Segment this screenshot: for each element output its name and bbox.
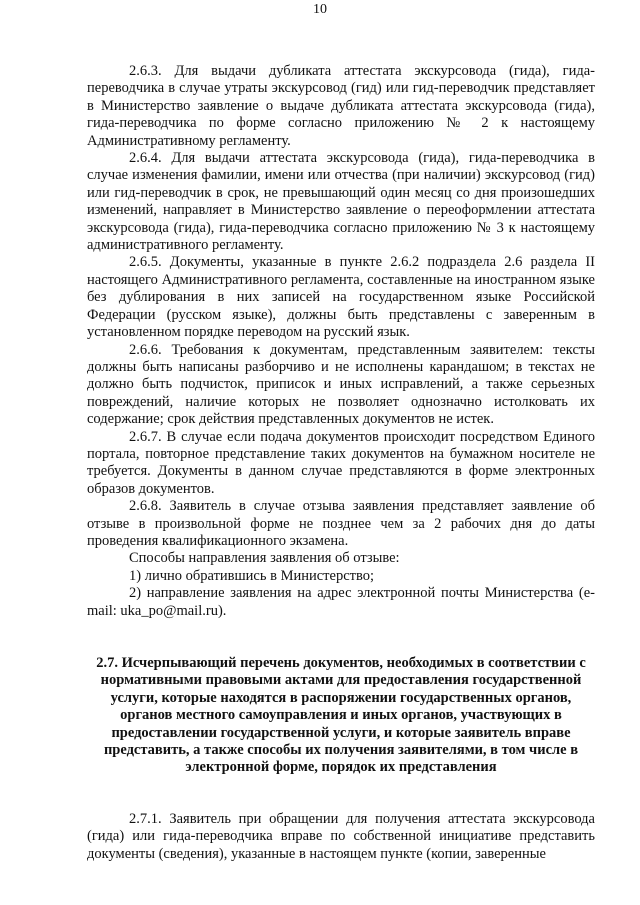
paragraph-2-6-5: 2.6.5. Документы, указанные в пункте 2.6.2 подраздела 2.6 раздела II настоящего Административного регламента, составленные на иностранном языке без дублирования в них записей на государственном языке Российской Федерации (русском языке), должны быть представлены с заверенным в установленном порядке переводом на русский язык.	[87, 254, 595, 341]
section-heading-2-7: 2.7. Исчерпывающий перечень документов, необходимых в соответствии с нормативными правовыми актами для предоставления государственной услуги, которые находятся в распоряжении государственных органов, органов местного самоуправления и иных органов, участвующих в предоставлении государственной услуги, и которые заявитель вправе представить, а также способы их получения заявителями, в том числе в электронной форме, порядок их представления	[96, 655, 586, 776]
paragraph-2-6-6: 2.6.6. Требования к документам, представленным заявителем: тексты должны быть написаны разборчиво и не исполнены карандашом; в текстах не должно быть подчисток, приписок и иных исправлений, а также серьезных повреждений, наличие которых не позволяет однозначно истолковать их содержание; срок действия представленных документов не истек.	[87, 341, 595, 428]
paragraph-withdrawal-methods: Способы направления заявления об отзыве:	[129, 550, 400, 567]
paragraph-2-6-7: 2.6.7. В случае если подача документов происходит посредством Единого портала, повторное представление таких документов на бумажном носителе не требуется. Документы в данном случае представляются в форме электронных образов документов.	[87, 428, 595, 497]
paragraph-2-7-1: 2.7.1. Заявитель при обращении для получения аттестата экскурсовода (гида) или гида-переводчика вправе по собственной инициативе представить документы (сведения), указанные в настоящем пункте (копии, заверенные	[87, 810, 595, 862]
list-item-email: 2) направление заявления на адрес электронной почты Министерства (e-mail: uka_po@mail.ru).	[87, 585, 595, 619]
section-spacer	[87, 620, 595, 655]
paragraph-2-6-4: 2.6.4. Для выдачи аттестата экскурсовода (гида), гида-переводчика в случае изменения фамилии, имени или отчества (при наличии) экскурсовод (гид) или гид-переводчик в срок, не превышающий один месяц со дня произошедших изменений, направляет в Министерство заявление о переоформлении аттестата экскурсовода (гида), гида-переводчика согласно приложению № 3 к настоящему административного регламенту.	[87, 150, 595, 254]
list-item-in-person: 1) лично обратившись в Министерство;	[129, 567, 375, 584]
section-spacer	[87, 777, 595, 811]
paragraph-2-6-8: 2.6.8. Заявитель в случае отзыва заявления представляет заявление об отзыве в произвольной форме не позднее чем за 2 рабочих дня до даты проведения квалификационного экзамена.	[87, 498, 595, 549]
document-body	[87, 63, 595, 863]
page-number: 10	[313, 2, 327, 17]
paragraph-2-6-3: 2.6.3. Для выдачи дубликата аттестата экскурсовода (гида), гида-переводчика в случае утраты экскурсовод (гид) или гид-переводчик представляет в Министерство заявление о выдаче дубликата аттестата экскурсовода (гида), гида-переводчика по форме согласно приложению № 2 к настоящему Административному регламенту.	[87, 63, 595, 149]
